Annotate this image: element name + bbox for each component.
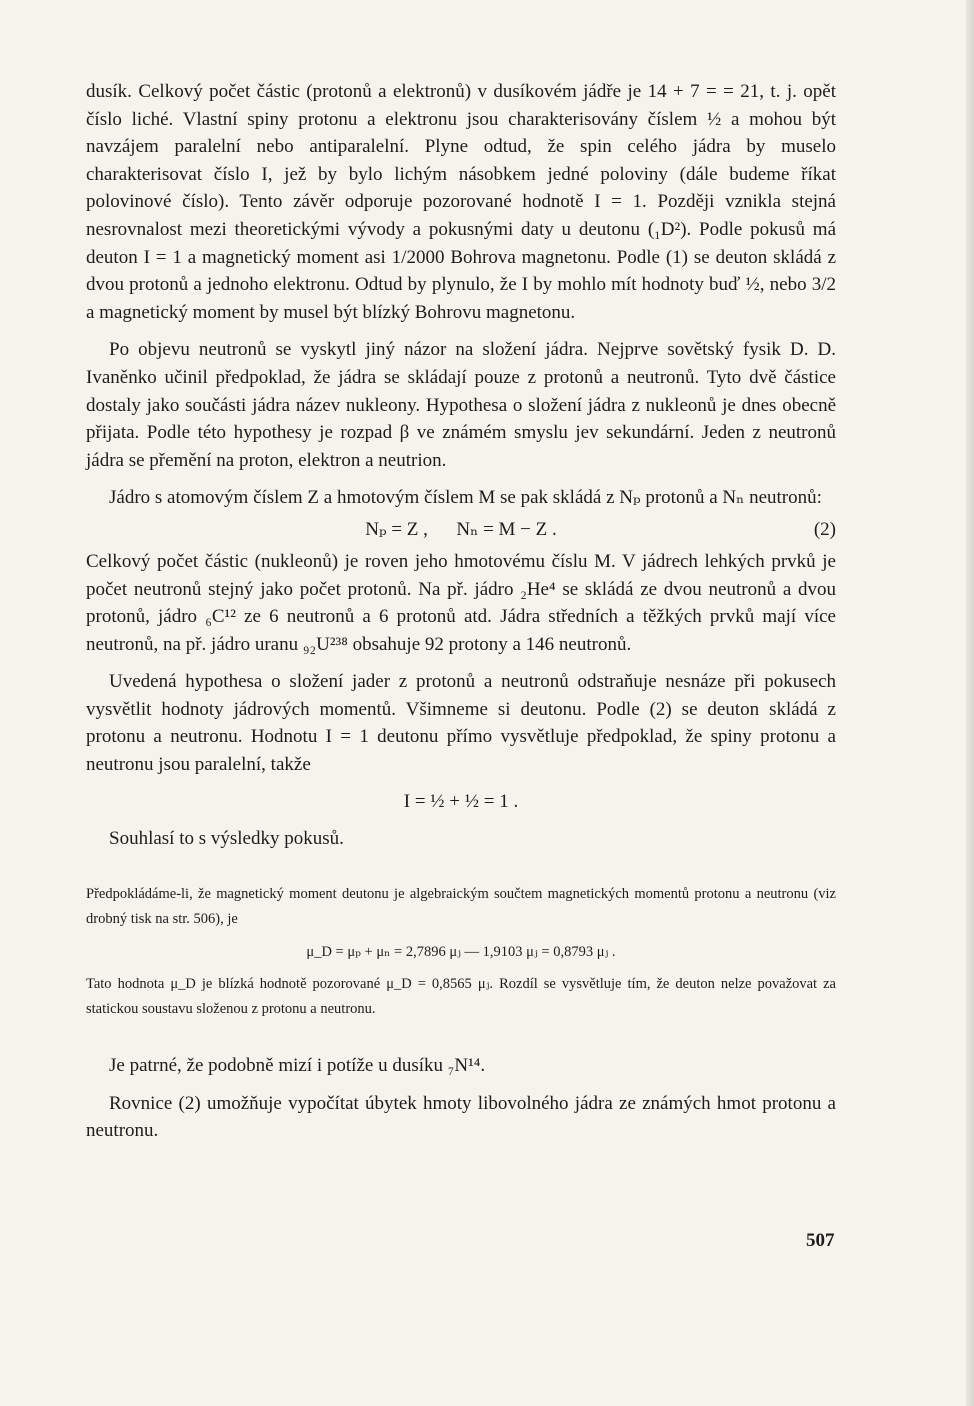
equation-2 (86, 512, 836, 548)
paragraph-5: Uvedená hypothesa o složení jader z protonů a neutronů odstraňuje nesnáze při pokusech vysvětlit hodnoty jádrových momentů. Všimneme si deutonu. Podle (2) se deuton skládá z protonu a neutronu. Hodnotu I = 1 deutonu přímo vysvětluje předpoklad, že spiny protonu a neutronu jsou paralelní, takže (86, 671, 836, 776)
equation-3-body: I = ½ + ½ = 1 . (403, 790, 519, 812)
text-column (86, 78, 836, 1145)
paragraph-1: dusík. Celkový počet částic (protonů a elektronů) v dusíkovém jádře je 14 + 7 = = 21, t. j. opět číslo liché. Vlastní spiny protonu a elektronu jsou charakterisovány číslem ½ a mohou být navzájem paralelní nebo antiparalelní. Plyne odtud, že spin celého jádra by muselo charakterisovat číslo I, jež by bylo lichým násobkem jedné poloviny (dále budeme říkat polovinové číslo). Tento závěr odporuje pozorované hodnotě I = 1. Později vznikla stejná nesrovnalost mezi theoretickými výv​ody a pokusnými daty u deutonu (₁D²). Podle pokusů má deuton I = 1 a magnetický moment asi 1/2000 Bohrova magnetonu. Podle (1) se deuton skládá z dvou protonů a jednoho elektronu. Odtud by plynulo, že I by mohlo mít hodnoty buď ½, nebo 3/2 a magnetický moment by musel být blízký Bohrovu magnetonu. (86, 81, 836, 323)
small-equation-body: μ_D = μₚ + μₙ = 2,7896 μⱼ — 1,9103 μⱼ = 0,8793 μⱼ . (306, 943, 616, 960)
paragraph-8: Rovnice (2) umožňuje vypočítat úbytek hmoty libovolného jádra ze známých hmot protonu a neutronu. (86, 1092, 836, 1142)
paragraph-6: Souhlasí to s výsledky pokusů. (109, 827, 344, 849)
paragraph-4: Celkový počet částic (nukleonů) je roven jeho hmotovému číslu M. V jádrech lehkých prvků je počet neutronů stejný jako počet protonů. Na př. jádro ₂He⁴ se skládá ze dvou neutronů a dvou protonů, jádro ₆C¹² ze 6 neutronů a 6 protonů atd. Jádra středních a těžkých prvků mají více neutronů, na př. jádro uranu ₉₂U²³⁸ obsahuje 92 protony a 146 neutronů. (86, 550, 836, 655)
equation-2-body: Nₚ = Z , Nₙ = M − Z . (365, 519, 557, 541)
small-print-1: Předpokládáme-li, že magnetický moment deutonu je algebraickým součtem magnetických momentů protonu a neutronu (viz drobný tisk na str. 506), je (86, 886, 836, 928)
paragraph-2: Po objevu neutronů se vyskytl jiný názor na složení jádra. Nejprve sovětský fysik D. D. Ivaněnko učinil předpoklad, že jádra se skládají pouze z protonů a neutronů. Tyto dvě částice dostaly jako součásti jádra název nukleony. Hypothesa o složení jádra z nukleonů je dnes obecně přijata. Podle této hypothesy je rozpad β ve známém smyslu jev sekundární. Jeden z neutronů jádra se přemění na proton, elektron a neutrion. (86, 339, 836, 471)
equation-3 (86, 779, 836, 825)
small-equation (86, 932, 836, 972)
equation-2-number: (2) (813, 519, 836, 541)
paragraph-7: Je patrné, že podobně mizí i potíže u dusíku ₇N¹⁴. (109, 1055, 486, 1077)
page-number: 507 (806, 1230, 835, 1251)
paragraph-3: Jádro s atomovým číslem Z a hmotovým číslem M se pak skládá z Nₚ protonů a Nₙ neutronů: (109, 487, 822, 509)
small-print-2: Tato hodnota μ_D je blízká hodnotě pozorované μ_D = 0,8565 μⱼ. Rozdíl se vysvětluje tím, že deuton nelze považovat za statickou soustavu složenou z protonu a neutronu. (86, 976, 836, 1018)
